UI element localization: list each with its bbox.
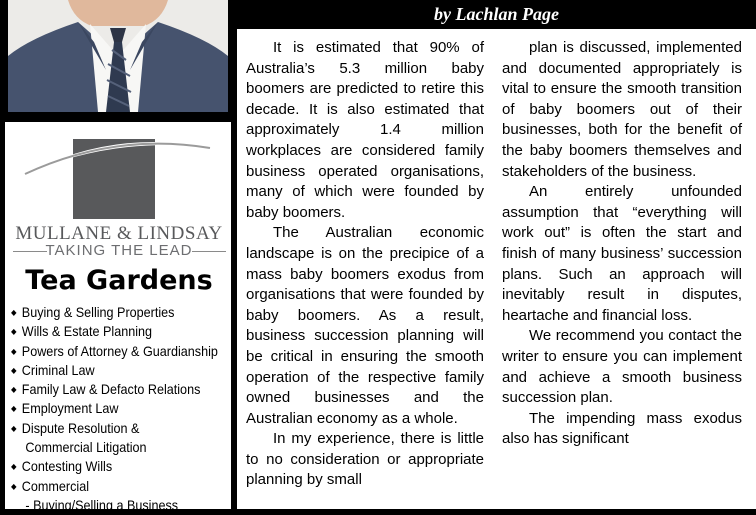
article-body [237,29,756,509]
service-item: ◆ Dispute Resolution & [11,419,227,438]
firm-logo-mark-icon [5,122,233,222]
service-item: ◆ Buying & Selling Properties [11,303,227,322]
service-item: ◆ Employment Law [11,399,227,418]
service-item: ◆ Criminal Law [11,361,227,380]
article-column-right [502,38,742,450]
service-item: Commercial Litigation [25,439,147,456]
service-item: ◆ Commercial [11,477,227,496]
article-paragraph: In my experience, there is little to no consideration or appropriate planning by small [246,430,484,489]
service-item: ◆ Contesting Wills [11,457,227,476]
sidebar [0,0,237,513]
service-item: ◆ Family Law & Defacto Relations [11,380,227,399]
office-location: Tea Gardens [25,265,213,296]
firm-tagline: TAKING THE LEAD [45,242,193,259]
article-paragraph: We recommend you contact the writer to ensure you can implement and achieve a smooth business succession plan. [502,327,742,407]
article-paragraph: The Australian economic landscape is on the precipice of a mass baby boomers exodus from organisations that were founded by baby boomers. As a result, business succession planning will be critical in ensuring the smooth operation of the respective family owned businesses and the Australian economy as a whole. [246,224,484,427]
author-photo [8,0,228,112]
article-paragraph: The impending mass exodus also has significant [502,409,742,448]
article-column-left [246,38,484,491]
service-item: ◆ Powers of Attorney & Guardianship [11,342,227,361]
firm-name: MULLANE & LINDSAY [15,223,223,244]
services-list [11,303,227,515]
article-byline: by Lachlan Page [434,4,559,24]
service-item: - Buying/Selling a Business [25,496,179,513]
article-paragraph: plan is discussed, implemented and documented appropriately is vital to ensure the smooth transition of baby boomers out of their businesses, both for the benefit of the baby boomers themselves and stakeholders of the business. [502,39,742,180]
service-item: ◆ Wills & Estate Planning [11,322,227,341]
article-paragraph: It is estimated that 90% of Australia’s 5.3 million baby boomers are predicted to retire this decade. It is also estimated that approximately 1.4 million workplaces are considered family business operated organisations, many of which were founded by baby boomers. [246,39,484,221]
tagline-rule-right [192,251,226,252]
law-firm-advertisement [4,121,232,513]
author-portrait-image [8,0,228,112]
article-paragraph: An entirely unfounded assumption that “everything will work out” is often the start and finish of many business’ succession plans. Such an approach will inevitably result in disputes, heartache and financial loss. [502,183,742,324]
